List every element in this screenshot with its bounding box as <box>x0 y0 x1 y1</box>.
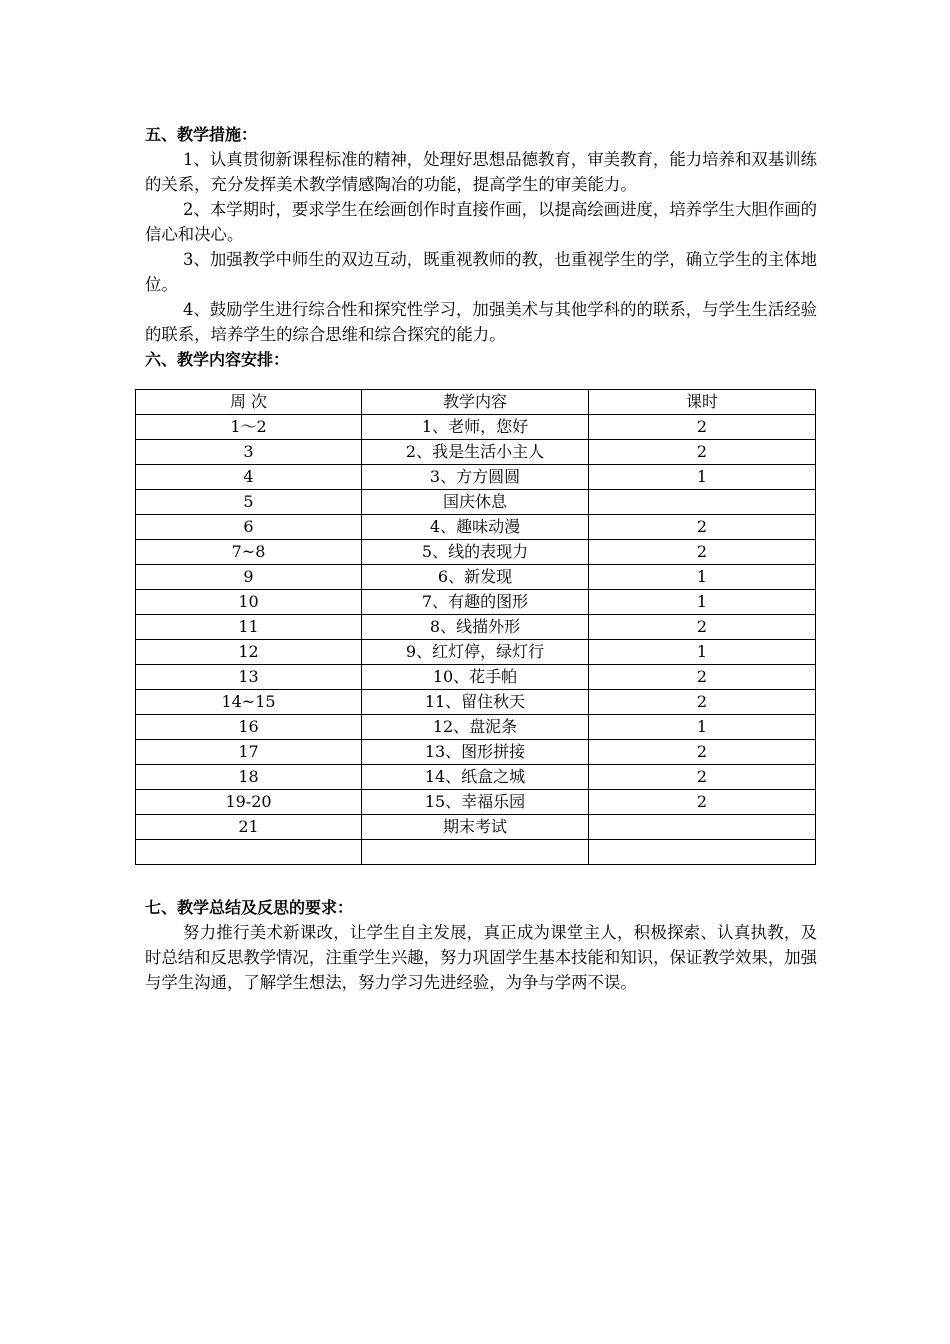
table-row <box>136 540 816 565</box>
cell-hours: 2 <box>589 440 816 465</box>
table-row <box>136 515 816 540</box>
cell-content: 13、图形拼接 <box>362 740 589 765</box>
measure-item-4: 4、鼓励学生进行综合性和探究性学习，加强美术与其他学科的的联系，与学生生活经验的联系，培养学生的综合思维和综合探究的能力。 <box>145 300 817 344</box>
cell-week <box>136 840 362 865</box>
measure-item-3: 3、加强教学中师生的双边互动，既重视教师的教，也重视学生的学，确立学生的主体地位。 <box>145 250 817 294</box>
schedule-table <box>135 389 816 865</box>
cell-week: 12 <box>136 640 362 665</box>
table-header-row <box>136 390 816 415</box>
section-6-heading: 六、教学内容安排： <box>145 350 290 369</box>
cell-week: 1～2 <box>136 415 362 440</box>
cell-hours <box>589 490 816 515</box>
cell-week: 13 <box>136 665 362 690</box>
header-week: 周 次 <box>136 390 362 415</box>
cell-week: 9 <box>136 565 362 590</box>
cell-content: 10、花手帕 <box>362 665 589 690</box>
cell-hours: 2 <box>589 515 816 540</box>
cell-hours: 1 <box>589 565 816 590</box>
measure-item-2: 2、本学期时，要求学生在绘画创作时直接作画，以提高绘画进度，培养学生大胆作画的信心和决心。 <box>145 200 817 244</box>
cell-hours: 2 <box>589 540 816 565</box>
cell-hours: 1 <box>589 640 816 665</box>
table-row <box>136 715 816 740</box>
cell-week: 19-20 <box>136 790 362 815</box>
cell-content <box>362 840 589 865</box>
table-row <box>136 690 816 715</box>
measure-item-1: 1、认真贯彻新课程标准的精神，处理好思想品德教育，审美教育，能力培养和双基训练的关系，充分发挥美术教学情感陶冶的功能，提高学生的审美能力。 <box>145 150 817 194</box>
cell-week: 6 <box>136 515 362 540</box>
cell-content: 6、新发现 <box>362 565 589 590</box>
table-row <box>136 815 816 840</box>
cell-week: 3 <box>136 440 362 465</box>
cell-hours: 2 <box>589 415 816 440</box>
table-row <box>136 740 816 765</box>
cell-hours: 2 <box>589 740 816 765</box>
cell-content: 期末考试 <box>362 815 589 840</box>
cell-week: 21 <box>136 815 362 840</box>
cell-content: 国庆休息 <box>362 490 589 515</box>
table-row <box>136 765 816 790</box>
table-row <box>136 840 816 865</box>
cell-week: 16 <box>136 715 362 740</box>
table-row <box>136 565 816 590</box>
cell-content: 14、纸盒之城 <box>362 765 589 790</box>
table-row <box>136 415 816 440</box>
cell-hours: 2 <box>589 615 816 640</box>
summary-paragraph: 努力推行美术新课改，让学生自主发展，真正成为课堂主人，积极探索、认真执教，及时总结和反思教学情况，注重学生兴趣，努力巩固学生基本技能和知识，保证教学效果，加强与学生沟通，了解学生想法，努力学习先进经验，为争与学两不误。 <box>145 923 818 992</box>
cell-content: 1、老师，您好 <box>362 415 589 440</box>
cell-week: 10 <box>136 590 362 615</box>
cell-content: 4、趣味动漫 <box>362 515 589 540</box>
cell-content: 5、线的表现力 <box>362 540 589 565</box>
table-row <box>136 490 816 515</box>
cell-hours: 2 <box>589 665 816 690</box>
cell-content: 7、有趣的图形 <box>362 590 589 615</box>
table-row <box>136 640 816 665</box>
cell-hours <box>589 840 816 865</box>
section-5-heading: 五、教学措施： <box>145 125 258 144</box>
cell-hours: 1 <box>589 465 816 490</box>
table-row <box>136 465 816 490</box>
cell-content: 2、我是生活小主人 <box>362 440 589 465</box>
cell-week: 17 <box>136 740 362 765</box>
cell-week: 5 <box>136 490 362 515</box>
table-row <box>136 615 816 640</box>
cell-hours: 1 <box>589 715 816 740</box>
table-row <box>136 590 816 615</box>
cell-content: 9、红灯停，绿灯行 <box>362 640 589 665</box>
cell-hours: 2 <box>589 765 816 790</box>
cell-hours: 2 <box>589 790 816 815</box>
cell-content: 12、盘泥条 <box>362 715 589 740</box>
cell-content: 3、方方圆圆 <box>362 465 589 490</box>
cell-content: 15、幸福乐园 <box>362 790 589 815</box>
cell-content: 11、留住秋天 <box>362 690 589 715</box>
cell-week: 18 <box>136 765 362 790</box>
cell-hours: 2 <box>589 690 816 715</box>
table-row <box>136 665 816 690</box>
cell-week: 4 <box>136 465 362 490</box>
document-page <box>145 122 817 995</box>
table-row <box>136 440 816 465</box>
cell-week: 14~15 <box>136 690 362 715</box>
cell-week: 11 <box>136 615 362 640</box>
cell-content: 8、线描外形 <box>362 615 589 640</box>
cell-week: 7~8 <box>136 540 362 565</box>
cell-hours: 1 <box>589 590 816 615</box>
header-hours: 课时 <box>589 390 816 415</box>
section-7-heading: 七、教学总结及反思的要求： <box>145 898 354 917</box>
header-content: 教学内容 <box>362 390 589 415</box>
cell-hours <box>589 815 816 840</box>
table-row <box>136 790 816 815</box>
